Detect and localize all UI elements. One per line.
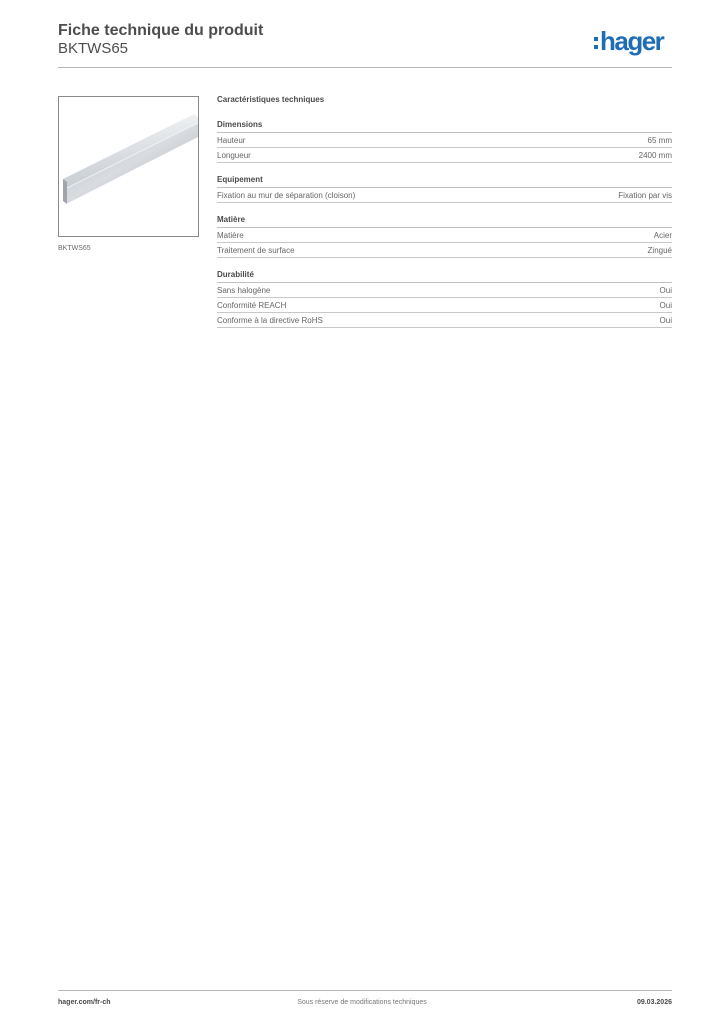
spec-value: Oui (659, 301, 672, 310)
spec-label: Fixation au mur de séparation (cloison) (217, 191, 356, 200)
product-image-caption: BKTWS65 (58, 245, 91, 252)
footer-date: 09.03.2026 (636, 999, 672, 1006)
spec-value: Oui (659, 316, 672, 325)
logo-colon-icon (594, 37, 598, 49)
spec-label: Traitement de surface (217, 246, 295, 255)
spec-label: Sans halogène (217, 286, 271, 295)
spec-label: Conforme à la directive RoHS (217, 316, 323, 325)
spec-row (217, 189, 672, 203)
spec-group-equipement (217, 175, 672, 203)
spec-group-title: Dimensions (217, 120, 672, 133)
steel-profile-illustration (59, 97, 198, 236)
spec-label: Longueur (217, 151, 251, 160)
spec-group-title: Matière (217, 215, 672, 228)
product-image (58, 96, 199, 237)
spec-row (217, 149, 672, 163)
spec-row (217, 314, 672, 328)
spec-group-durabilite (217, 270, 672, 328)
specs-heading: Caractéristiques techniques (217, 95, 325, 104)
footer-website-link[interactable]: hager.com/fr-ch (58, 999, 111, 1006)
spec-value: Zingué (647, 246, 672, 255)
spec-label: Conformité REACH (217, 301, 287, 310)
footer-disclaimer: Sous réserve de modifications techniques (297, 999, 427, 1006)
spec-row (217, 284, 672, 298)
spec-value: Acier (653, 231, 672, 240)
spec-value: Oui (659, 286, 672, 295)
spec-value: 2400 mm (638, 151, 672, 160)
spec-row (217, 299, 672, 313)
spec-row (217, 134, 672, 148)
technical-specs (217, 95, 672, 340)
logo-wordmark: hager (600, 26, 664, 56)
spec-group-dimensions (217, 120, 672, 163)
spec-group-title: Durabilité (217, 270, 672, 283)
footer-divider (58, 990, 672, 991)
spec-label: Matière (217, 231, 244, 240)
spec-value: 65 mm (647, 136, 672, 145)
spec-value: Fixation par vis (618, 191, 672, 200)
spec-row (217, 229, 672, 243)
spec-group-matiere (217, 215, 672, 258)
spec-group-title: Equipement (217, 175, 672, 188)
header-divider (58, 67, 672, 68)
product-code: BKTWS65 (58, 40, 129, 57)
spec-row (217, 244, 672, 258)
spec-label: Hauteur (217, 136, 246, 145)
hager-logo (594, 26, 663, 56)
page-title: Fiche technique du produit (58, 22, 264, 39)
